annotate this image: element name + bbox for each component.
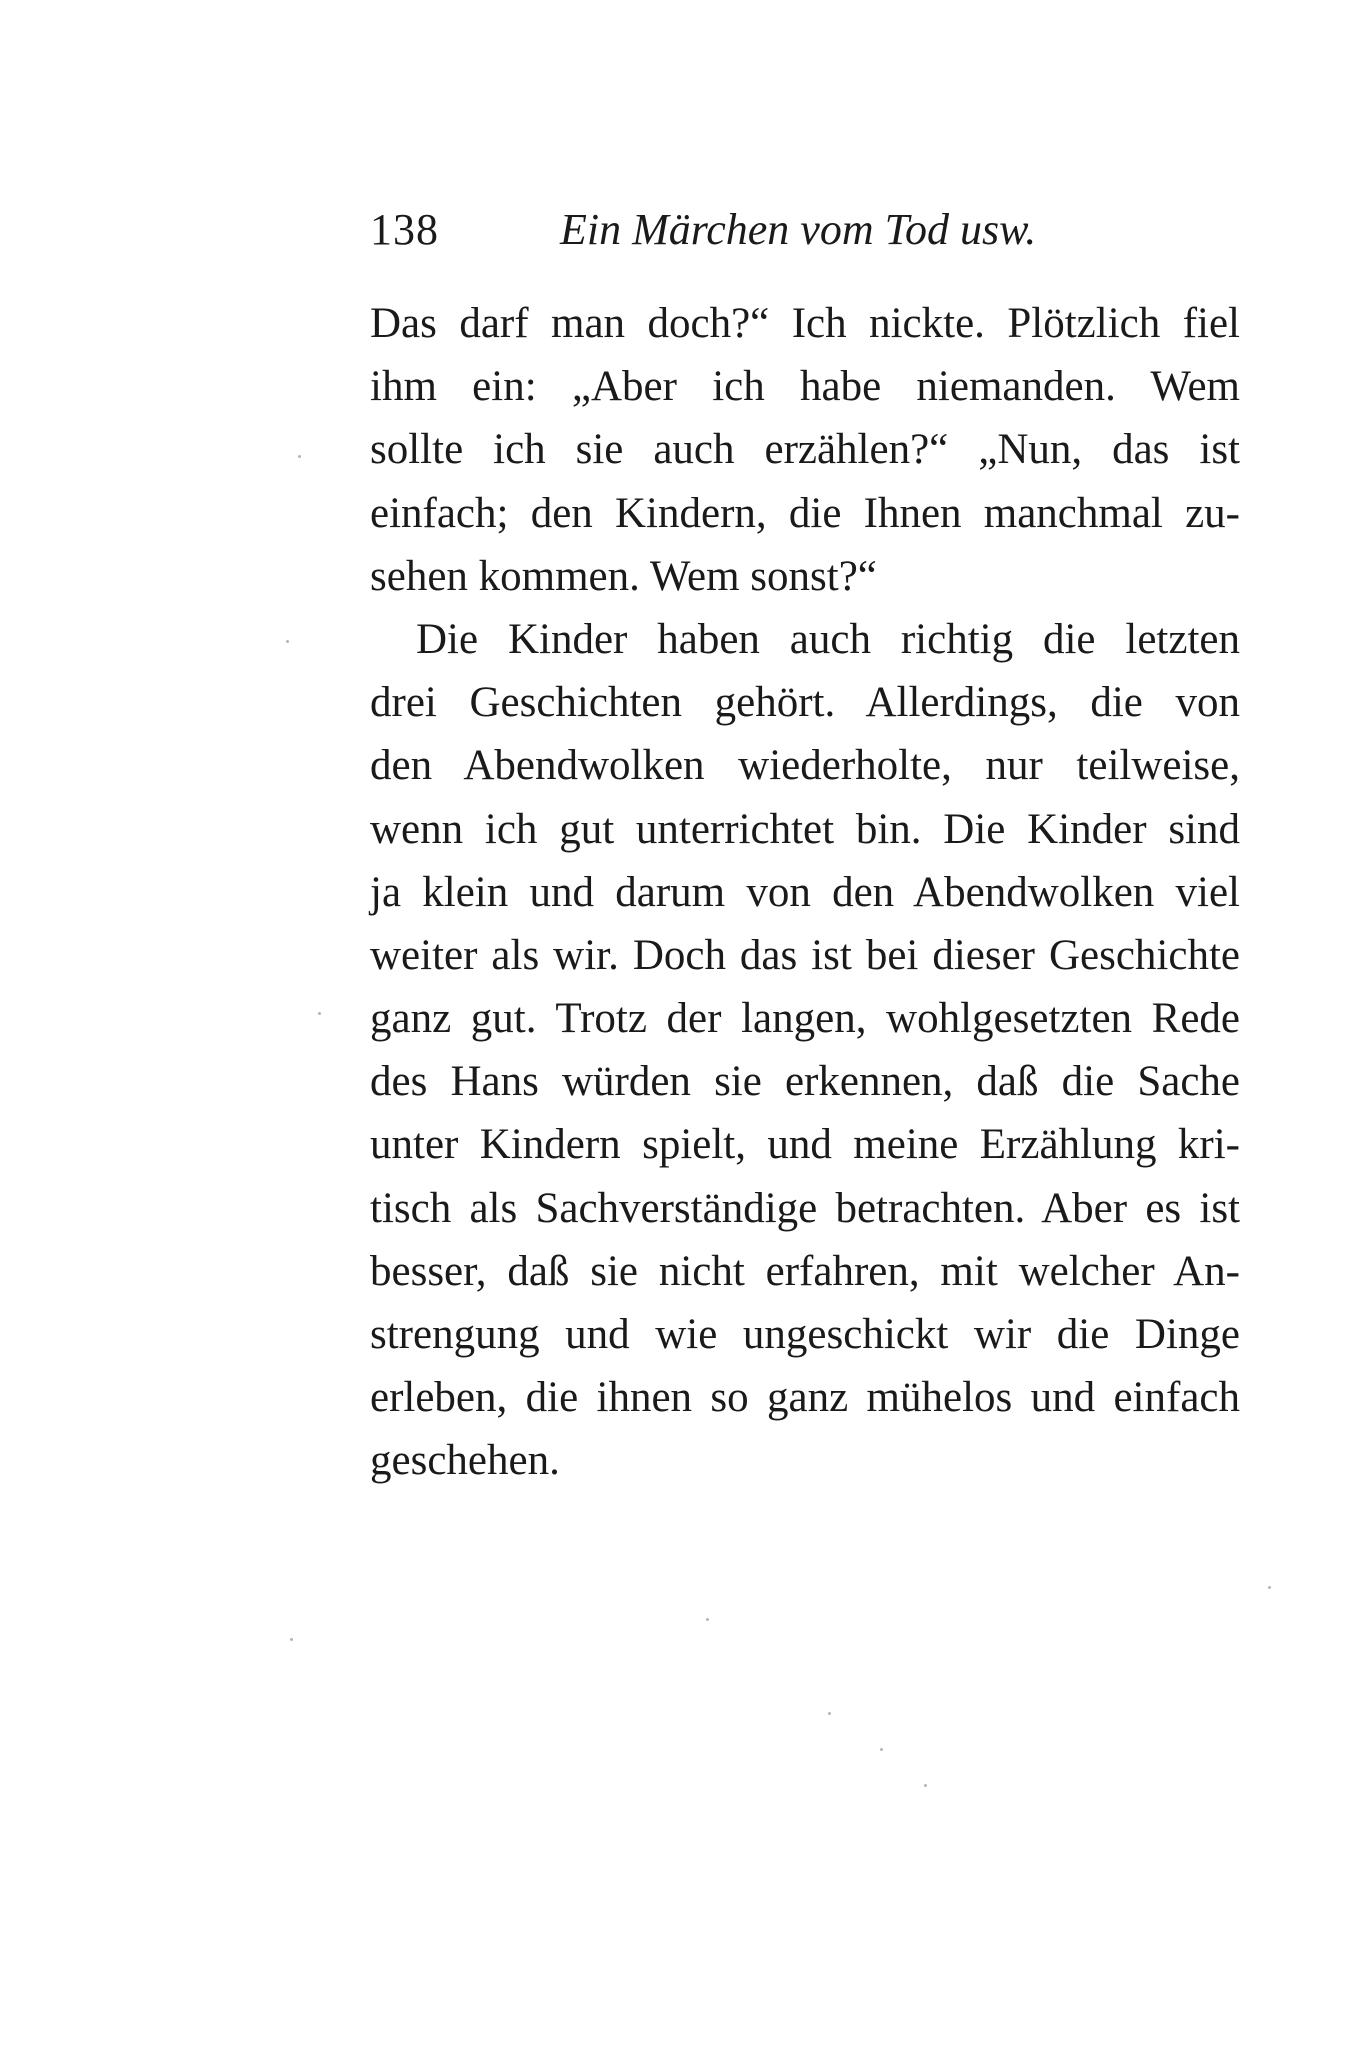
scan-speck	[318, 1012, 321, 1015]
text-line: drei Geschichten gehört. Allerdings, die von	[370, 679, 1240, 727]
text-line: einfach; den Kindern, die Ihnen manchmal zu-	[370, 489, 1240, 537]
scan-speck	[706, 1618, 709, 1621]
scan-speck	[298, 455, 301, 458]
text-line: ihm ein: „Aber ich habe niemanden. Wem	[370, 363, 1240, 411]
text-line: erleben, die ihnen so ganz mühelos und einfach	[370, 1374, 1240, 1422]
text-line: unter Kindern spielt, und meine Erzählung kri-	[370, 1121, 1240, 1169]
text-line: den Abendwolken wiederholte, nur teilweise,	[370, 742, 1240, 790]
text-line: ja klein und darum von den Abendwolken viel	[370, 868, 1240, 916]
running-title: Ein Märchen vom Tod usw.	[560, 205, 1037, 254]
text-line: Die Kinder haben auch richtig die letzten	[416, 615, 1240, 663]
text-line: weiter als wir. Doch das ist bei dieser Geschichte	[370, 931, 1240, 979]
text-line: sehen kommen. Wem sonst?“	[370, 552, 877, 600]
running-head	[370, 200, 1250, 260]
scan-speck	[924, 1784, 927, 1787]
page-number: 138	[370, 205, 439, 254]
text-line: geschehen.	[370, 1437, 560, 1485]
text-line: wenn ich gut unterrichtet bin. Die Kinder sind	[370, 805, 1240, 853]
text-line: ganz gut. Trotz der langen, wohlgesetzten Rede	[370, 995, 1240, 1043]
scan-speck	[1268, 1586, 1271, 1589]
scan-speck	[880, 1748, 883, 1751]
text-line: besser, daß sie nicht erfahren, mit welcher An-	[370, 1247, 1240, 1295]
text-line: des Hans würden sie erkennen, daß die Sache	[370, 1058, 1240, 1106]
paragraph-2	[370, 608, 1240, 1493]
scan-speck	[286, 640, 289, 643]
paragraph-1	[370, 292, 1240, 608]
text-line: strengung und wie ungeschickt wir die Dinge	[370, 1311, 1240, 1358]
text-line: tisch als Sachverständige betrachten. Aber es ist	[370, 1184, 1240, 1232]
text-line: sollte ich sie auch erzählen?“ „Nun, das ist	[370, 426, 1240, 474]
text-line: Das darf man doch?“ Ich nickte. Plötzlich fiel	[370, 300, 1240, 347]
scan-speck	[290, 1638, 293, 1641]
scan-speck	[828, 1712, 831, 1715]
body-text	[370, 292, 1240, 1493]
